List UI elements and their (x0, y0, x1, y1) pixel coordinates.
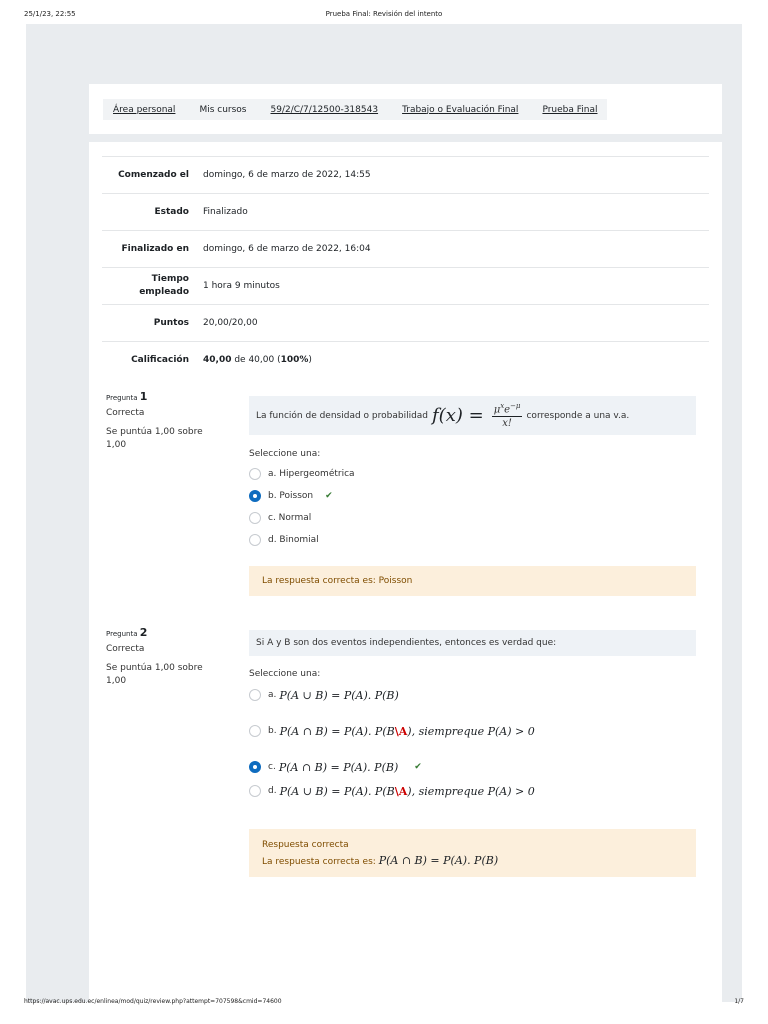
question-number-value: 1 (139, 390, 148, 403)
breadcrumb (103, 99, 607, 120)
answer-option[interactable] (249, 463, 696, 485)
formula-denominator: x! (502, 418, 512, 430)
formula-lhs: f(x) = (432, 405, 484, 426)
question-content (249, 626, 696, 877)
radio-icon[interactable] (249, 534, 261, 546)
grade-close: ) (308, 355, 312, 365)
print-date: 25/1/23, 22:55 (24, 10, 76, 18)
summary-label: Estado (154, 206, 189, 217)
question-number-prefix: Pregunta (106, 394, 138, 402)
select-prompt: Seleccione una: (249, 449, 321, 459)
feedback-box (249, 566, 696, 596)
answer-option[interactable] (249, 719, 696, 743)
answer-math-tail: ), siempreque P(A) > 0 (407, 784, 535, 798)
answer-option[interactable] (249, 683, 696, 707)
answer-prefix: c. (268, 762, 276, 772)
answer-label: d. Binomial (268, 535, 319, 545)
feedback-prefix: La respuesta correcta es: (262, 856, 376, 867)
radio-icon[interactable] (249, 490, 261, 502)
formula-numerator (492, 402, 523, 417)
formula-fraction (492, 402, 523, 429)
summary-label: Calificación (131, 354, 189, 365)
answer-prefix: b. (268, 726, 277, 736)
feedback-title: Respuesta correcta (262, 839, 349, 850)
question-grade: Se puntúa 1,00 sobre 1,00 (106, 427, 203, 450)
radio-icon[interactable] (249, 689, 261, 701)
summary-row-state (102, 193, 709, 230)
check-icon: ✔ (414, 762, 422, 772)
radio-icon[interactable] (249, 761, 261, 773)
print-page-count: 1/7 (734, 998, 744, 1005)
answer-math-error: \A (394, 784, 408, 798)
answer-prefix: a. (268, 690, 277, 700)
breadcrumb-card (89, 84, 722, 134)
grade-percent: 100% (280, 355, 309, 365)
answer-list (249, 463, 696, 551)
summary-label: Finalizado en (121, 243, 189, 254)
question-info (106, 390, 216, 452)
formula-mu: μ (493, 404, 501, 416)
question-state: Correcta (106, 408, 145, 418)
summary-row-points (102, 304, 709, 341)
select-prompt: Seleccione una: (249, 669, 321, 679)
review-card (89, 142, 722, 1002)
summary-value: domingo, 6 de marzo de 2022, 14:55 (203, 170, 371, 180)
print-footer (24, 998, 744, 1010)
answer-label: b. Poisson (268, 491, 314, 501)
print-header (24, 10, 744, 22)
answer-option[interactable] (249, 755, 696, 779)
answer-math (280, 725, 535, 738)
answer-math-tail: ), siempreque P(A) > 0 (407, 724, 535, 738)
answer-label: c. Normal (268, 513, 312, 523)
grade-of: de 40,00 ( (231, 355, 281, 365)
breadcrumb-section[interactable]: Trabajo o Evaluación Final (392, 99, 528, 120)
question-text-before: La función de densidad o probabilidad (256, 410, 429, 421)
question-number-value: 2 (139, 626, 148, 639)
question-number-prefix: Pregunta (106, 630, 138, 638)
answer-math: P(A ∪ B) = P(A). P(B) (279, 688, 399, 702)
question-number (106, 626, 216, 639)
question-2 (106, 626, 696, 876)
breadcrumb-area-personal[interactable]: Área personal (103, 99, 185, 120)
answer-label: a. Hipergeométrica (268, 469, 355, 479)
answer-option[interactable] (249, 485, 696, 507)
breadcrumb-course[interactable]: 59/2/C/7/12500-318543 (261, 99, 389, 120)
radio-icon[interactable] (249, 468, 261, 480)
question-content (249, 390, 696, 596)
attempt-summary-table (102, 156, 709, 378)
formula-e: e (504, 404, 511, 416)
feedback-answer (262, 854, 683, 867)
answer-option[interactable] (249, 507, 696, 529)
answer-math (280, 785, 535, 798)
breadcrumb-quiz[interactable]: Prueba Final (542, 104, 598, 115)
question-grade: Se puntúa 1,00 sobre 1,00 (106, 663, 203, 686)
summary-row-finished (102, 230, 709, 267)
print-title: Prueba Final: Revisión del intento (325, 10, 443, 18)
formula-exp-mu: −μ (510, 401, 521, 410)
summary-value: domingo, 6 de marzo de 2022, 16:04 (203, 244, 371, 254)
feedback-box (249, 829, 696, 877)
answer-list (249, 683, 696, 803)
question-text-after: corresponde a una v.a. (526, 410, 630, 421)
feedback-text: La respuesta correcta es: Poisson (262, 576, 413, 586)
answer-math-error: \A (394, 724, 408, 738)
summary-value (203, 355, 709, 365)
grade-score: 40,00 (203, 355, 232, 365)
feedback-math: P(A ∩ B) = P(A). P(B) (378, 853, 499, 867)
summary-label: Comenzado el (118, 169, 189, 180)
summary-label: Tiempo empleado (139, 274, 189, 297)
summary-label: Puntos (153, 317, 189, 328)
formula-exp-x: x (500, 401, 505, 410)
summary-value: Finalizado (203, 207, 248, 217)
summary-row-time-taken (102, 267, 709, 304)
summary-value: 20,00/20,00 (203, 318, 258, 328)
summary-row-started (102, 156, 709, 193)
question-text: Si A y B son dos eventos independientes, entonces es verdad que: (249, 630, 696, 656)
answer-option[interactable] (249, 779, 696, 803)
question-number (106, 390, 216, 403)
answer-option[interactable] (249, 529, 696, 551)
radio-icon[interactable] (249, 785, 261, 797)
question-1 (106, 390, 696, 600)
check-icon: ✔ (325, 491, 333, 501)
print-url: https://avac.ups.edu.ec/enlinea/mod/quiz/review.php?attempt=707598&cmid=74600 (24, 998, 282, 1005)
answer-math-main: P(A ∪ B) = P(A). P(B (279, 784, 395, 798)
summary-row-grade (102, 341, 709, 378)
answer-prefix: d. (268, 786, 277, 796)
answer-math: P(A ∩ B) = P(A). P(B) (278, 760, 399, 774)
question-state: Correcta (106, 644, 145, 654)
radio-icon[interactable] (249, 725, 261, 737)
question-text (249, 396, 696, 435)
question-info (106, 626, 216, 688)
summary-value: 1 hora 9 minutos (203, 281, 280, 291)
answer-math-main: P(A ∩ B) = P(A). P(B (279, 724, 395, 738)
radio-icon[interactable] (249, 512, 261, 524)
breadcrumb-mis-cursos[interactable]: Mis cursos (189, 99, 256, 120)
